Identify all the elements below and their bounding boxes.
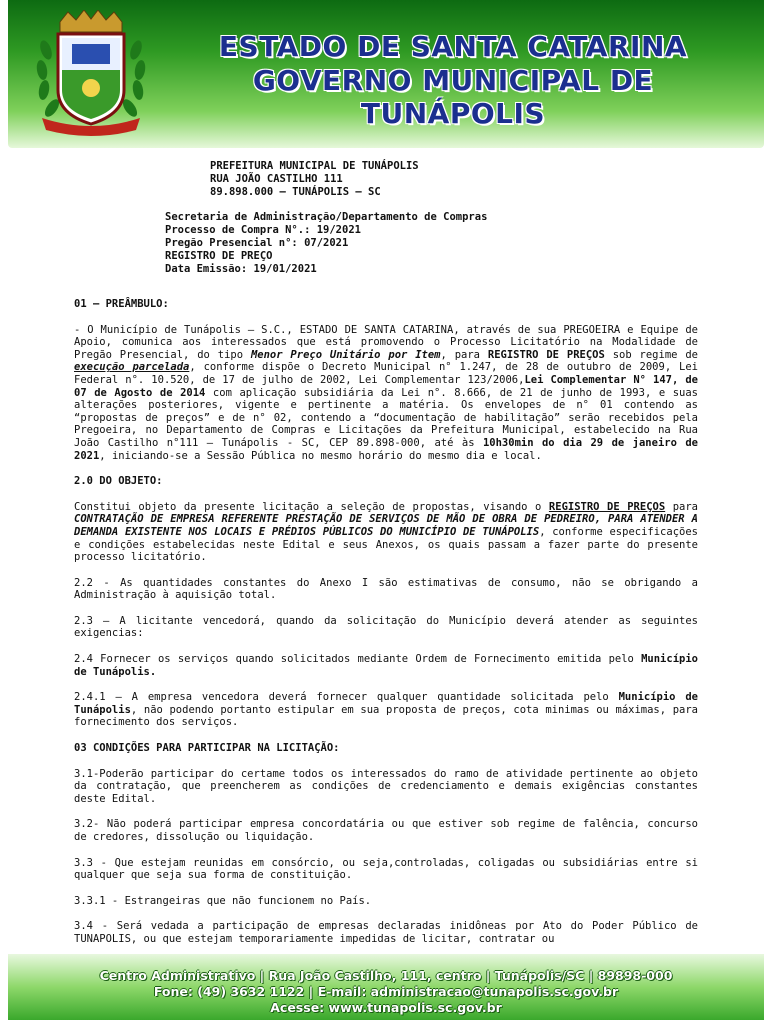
preambulo-paragraph [74, 324, 698, 463]
text-run-bold: 10h30min do dia 29 de janeiro de 2021 [74, 436, 698, 462]
text-run: para [665, 500, 698, 513]
text-run: , para [440, 348, 488, 361]
clause-3-2: 3.2- Não poderá participar empresa concordatária ou que estiver sob regime de falência, concurso de credores, dissolução ou liquidação. [74, 818, 698, 843]
section-heading-condicoes: 03 CONDIÇÕES PARA PARTICIPAR NA LICITAÇÃO: [74, 742, 340, 755]
text-run-bold: Lei Complementar N° 147, de 07 de Agosto de 2014 [74, 373, 698, 399]
clause-3-1: 3.1-Poderão participar do certame todos os interessados do ramo de atividade pertinente ao objeto da contratação, que preencherem as condições de credenciamento e demais exigências constantes deste Edital. [74, 767, 698, 805]
text-run: - O Município de Tunápolis – S.C., ESTADO DE SANTA CATARINA, através de sua PREGOEIRA e Equipe de Apoio, comunica aos interessados que está promovendo o Processo Licitatório na Modalidade de Pregão Presencial, do tipo [74, 323, 698, 361]
coat-of-arms-icon [32, 10, 150, 138]
registry-type: REGISTRO DE PREÇO [165, 250, 273, 262]
text-run-bold: Menor Preço Unitário por Item [250, 348, 441, 361]
section-heading-preambulo: 01 – PREÂMBULO: [74, 298, 169, 310]
process-number: Processo de Compra N°.: 19/2021 [165, 224, 361, 236]
clause-2-3: 2.3 – A licitante vencedorá, quando da solicitação do Município deverá atender as seguintes exigencias: [74, 614, 698, 640]
auction-number: Pregão Presencial n°: 07/2021 [165, 237, 349, 249]
document-body [74, 298, 698, 946]
header-state-title: ESTADO DE SANTA CATARINA [218, 30, 688, 63]
address-block [210, 160, 770, 199]
objeto-paragraph [74, 501, 698, 564]
text-run-bold: Município de Tunápolis. [74, 653, 698, 678]
footer-contact: Fone: (49) 3632 1122 | E-mail: administracao@tunapolis.sc.gov.br [153, 984, 619, 999]
issue-date: Data Emissão: 19/01/2021 [165, 263, 317, 275]
address-line: RUA JOÃO CASTILHO 111 [210, 173, 343, 185]
clause-2-4 [74, 653, 698, 678]
address-line: PREFEITURA MUNICIPAL DE TUNÁPOLIS [210, 160, 419, 172]
clause-3-3: 3.3 - Que estejam reunidas em consórcio, ou seja,controladas, coligadas ou subsidiárias entre si qualquer que seja sua forma de constituição. [74, 856, 698, 882]
letterhead-footer [8, 954, 764, 1020]
process-info-block [165, 211, 770, 276]
letterhead-banner [8, 0, 764, 148]
text-run-bold: Município de Tunápolis [74, 691, 699, 716]
text-run: 2.4.1 – A empresa vencedora deverá fornecer qualquer quantidade solicitada pelo [74, 691, 619, 704]
text-run-bold: CONTRATAÇÃO DE EMPRESA REFERENTE PRESTAÇÃO DE SERVIÇOS DE MÃO DE OBRA DE PEDREIRO, PARA ATENDER A DEMANDA EXISTENTE NOS LOCAIS E PRÉDIOS PÚBLICOS DO MUNICÍPIO DE TUNÁPOLIS [74, 513, 698, 538]
footer-address: Centro Administrativo | Rua João Castilho, 111, centro | Tunápolis/SC | 89898-000 [99, 968, 673, 983]
text-run: sob regime de [604, 348, 698, 361]
text-run: Constitui objeto da presente licitação a seleção de propostas, visando o [74, 500, 549, 513]
clause-3-3-1: 3.3.1 - Estrangeiras que não funcionem no País. [74, 894, 372, 907]
text-run: , conforme dispõe o Decreto Municipal n° 1.247, de 28 de outubro de 2009, Lei Federal n°. 10.520, de 17 de julho de 2002, Lei Complementar 123/2006, [74, 361, 698, 386]
footer-website: Acesse: www.tunapolis.sc.gov.br [270, 1000, 502, 1015]
text-run-bold: REGISTRO DE PREÇOS [548, 500, 666, 513]
text-run: , iniciando-se a Sessão Pública no mesmo horário do mesmo dia e local. [99, 449, 542, 462]
address-line: 89.898.000 – TUNÁPOLIS – SC [210, 186, 381, 198]
text-run: , conforme especificações e condições estabelecidas neste Edital e seus Anexos, os quais passam a fazer parte do presente processo licitatório. [74, 525, 698, 564]
text-run-bold: REGISTRO DE PREÇOS [487, 348, 605, 361]
clause-2-2: 2.2 - As quantidades constantes do Anexo I são estimativas de consumo, não se obrigando a Administração à aquisição total. [74, 576, 698, 602]
text-run: com aplicação subsidiária da Lei n°. 8.666, de 21 de junho de 1993, e suas alterações posteriores, vigente e pertinente a matéria. Os envelopes de n° 01 contendo as “propostas de preços” e de n° 02, contendo a “documentação de habilitação” serão recebidos pela Pregoeira, no Departamento de Compras e Licitações da Prefeitura Municipal, estabelecido na Rua João Castilho n°111 – Tunápolis - SC, CEP 89.898-000, até às [74, 386, 698, 449]
text-run: 2.4 Fornecer os serviços quando solicitados mediante Ordem de Fornecimento emitida pelo [74, 653, 642, 666]
department-line: Secretaria de Administração/Departamento de Compras [165, 211, 488, 223]
section-heading-objeto: 2.0 DO OBJETO: [74, 475, 163, 488]
clause-3-4: 3.4 - Será vedada a participação de empresas declaradas inidôneas por Ato do Poder Público de TUNAPOLIS, ou que estejam temporariamente impedidas de licitar, contratar ou [74, 920, 698, 945]
text-run-bold: execução parcelada [74, 361, 190, 374]
text-run: , não podendo portanto estipular em sua proposta de preços, cota minimas ou máximas, para fornecimento dos serviços. [74, 703, 698, 729]
clause-2-4-1 [74, 691, 698, 729]
header-government-title: GOVERNO MUNICIPAL DE TUNÁPOLIS [252, 64, 654, 130]
